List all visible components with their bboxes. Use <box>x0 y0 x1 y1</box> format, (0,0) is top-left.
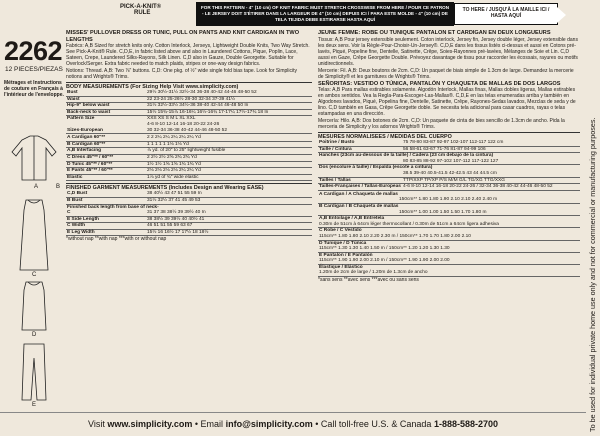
table-cell: Waist <box>66 96 146 103</box>
to-here-marker: TO HERE / JUSQU'À LA MAILLE ICI / HASTA AQUÍ <box>454 3 558 25</box>
website-link[interactable]: www.simplicity.com <box>107 419 193 429</box>
table-cell: 1 1 1 1 1 1⅛ 1⅛ Yd <box>146 141 312 148</box>
table-row <box>66 197 312 204</box>
table-cell: Pattern Size <box>67 116 95 122</box>
table-row <box>318 177 580 184</box>
pick-a-knit-rule-label: PICK-A-KNIT® RULE <box>120 4 162 16</box>
table-cell: 38 38½ 39 39½ 40 40½ 41 <box>146 216 312 223</box>
english-column <box>66 30 312 242</box>
table-cell: Tailles-Françaises / Tallas-Europeas <box>319 184 401 190</box>
table-cell: Bust <box>66 90 146 96</box>
pattern-number: 2262 <box>4 36 63 66</box>
french-spanish-column <box>318 30 580 283</box>
table-cell: ⅞ yd. of 20" to 25" lightweight fusible <box>146 148 312 155</box>
spanish-title: SEÑORITAS: VESTIDO O TÚNICA, PANTALÓN Y CHAQUETA DE MALLAS DE DOS LARGOS <box>318 80 561 87</box>
view-label-d: D <box>32 332 37 338</box>
stretch-gauge-banner: FOR THIS PATTERN - 4" (10 cm) OF KNIT FABRIC MUST STRETCH CROSSWISE FROM HERE / POUR CE PATRON - LE JERSEY DOIT S'ÉTIRER DANS LA LARGEUR DE 4" (10 cm) DEPUIS ICI / PARA ESTE MOLDE - 4" (10 cm) DE TELA TEJIDA DEBE ESTIRARSE HASTA AQUÍ <box>196 2 454 26</box>
table-cell: Dos (encolure à taille) / Espalda (escote a cintura) <box>319 165 433 171</box>
english-notions: Notions: Thread. A,B: Two ⅞" buttons. C,D: One pkg. of ½" wide single fold bias tape. Look for Simplicity notions and Wrights® Trims. <box>66 68 297 80</box>
contact-footer: Visit www.simplicity.com • Email info@simplicity.com • Call toll-free U.S. & Canada 1-888-588-2700 <box>0 412 586 436</box>
table-cell: 4-6 8-10 12-14 16-18 20-22 24-26 / 32-34 36-38 40-42 44-46 48-50 52 <box>402 184 580 191</box>
table-cell: 1.20m de 2cm de large / 1.20m de 1.3cm de ancho <box>318 270 580 276</box>
garment-line-art <box>4 130 64 410</box>
table-cell: Finished back length from base of neck- <box>67 204 159 210</box>
table-cell: 150cm** 1.00 1.00 1.50 1.50 1.70 1.80 m <box>398 210 580 216</box>
english-body-header: BODY MEASUREMENTS (For Sizing Help Visit www.simplicity.com) <box>66 82 312 90</box>
table-cell: 38.5 39-40 40.5-41.5 42-42.5 43 44 44.5 cm <box>402 171 580 177</box>
table-cell: 31 37 38 38½ 39 39½ 40 In <box>146 210 312 216</box>
french-body-table <box>318 140 580 191</box>
table-cell: 22 23-24 25-26½ 28-30 32-34 37-39 41½ <box>146 96 312 103</box>
table-cell: E Leg Width <box>66 229 146 236</box>
pants-sketch <box>22 344 46 400</box>
table-cell: 15½ 16 16½ 17 17½ 18 18½ <box>146 229 312 236</box>
english-body-table <box>66 90 312 134</box>
table-cell: A Cardigan 60"** <box>66 135 146 141</box>
table-cell: B Bust <box>66 197 146 204</box>
view-label-b: B <box>56 184 61 190</box>
cardigan-sketch <box>12 136 56 180</box>
french-tissus: Tissus: A,B Pour jersey extensible seulement. Coton interlock, Jersey fin, Jersey double léger, Jersey extensible dans les deux sens. Voir la Règle-Pour-Choisir-Un-Jersey®. C,D,E dans les tissus listés ci-dessus et aussi en Cotons pré-lavés, Piqué, Popeline fine, Dentelle, Satinette, Crêpe, Soies-Rayonnes pré-lavées, Mélanges de Soie et Lin. C,D aussi en Gaze, Crêpe Georgette Double. Prévoyez davantage de tissu pour raccorder les écossais, rayures ou motifs unidirectionnels. <box>318 36 578 67</box>
view-label-e: E <box>32 402 37 408</box>
table-cell: 4-6 8-10 12-14 16-18 20-22 24-26 <box>147 121 220 127</box>
table-row <box>318 270 580 276</box>
table-row <box>318 146 580 153</box>
table-cell: 30 32-34 36-38 40-42 44-46 48-50 52 <box>146 128 312 134</box>
table-cell: 2⅛ 2⅛ 2⅛ 2⅛ 2¼ 2¼ Yd <box>146 168 312 175</box>
tunic-sketch <box>22 282 46 330</box>
table-row <box>66 148 312 155</box>
table-cell: A,B Interfacing <box>66 148 146 155</box>
table-cell: 150cm** 1.80 1.80 1.90 2.10 2.10 2.40 2.40 m <box>398 197 580 203</box>
french-footnote: *sans sens **avec sens ***avec ou sans sens <box>318 277 419 284</box>
table-cell: E Pants 45"** / 60"** <box>66 168 146 175</box>
table-row <box>66 174 312 181</box>
table-cell: D Tunique / D Túnica <box>319 240 367 246</box>
table-cell: Élastique / Elástico <box>319 264 363 270</box>
table-row <box>66 229 312 236</box>
table-row <box>66 141 312 148</box>
table-cell: C Width <box>66 223 146 230</box>
view-label-c: C <box>32 272 37 278</box>
piece-count: 12 PIECES/PIEZAS <box>5 66 63 73</box>
table-cell: E Pantalon / E Pantalón <box>319 252 373 258</box>
table-cell: 0.30m de 51cm à 64cm léger thermocollant / 0.30m de 51cm a 64cm ligera adhesiva <box>318 222 580 228</box>
usage-notice-vertical: To be used for individual private home use only and not for commercial or manufacturing purposes. <box>586 0 600 436</box>
table-row <box>66 223 312 230</box>
table-cell: C,D Bust <box>66 191 146 197</box>
table-cell: Elastic <box>66 174 146 181</box>
view-label-a: A <box>34 184 39 190</box>
table-row <box>66 109 312 116</box>
table-cell: XXS XS S M L XL XXL <box>147 116 196 122</box>
table-cell: Taille / Cintura <box>318 146 402 153</box>
table-cell: Poitrine / Busto <box>318 140 402 146</box>
french-mercerie: Mercerie: Fil. A,B: Deux boutons de 2cm. C,D: Un paquet de biais simple de 1.3cm de large. Demandez la mercerie de Simplicity® et les garnitures de Wrights® Trims. <box>318 67 574 80</box>
english-finished-header: FINISHED GARMENT MEASUREMENTS (Includes Design and Wearing EASE) <box>66 183 312 191</box>
table-cell: 46 51 51 55 59 63 67 <box>146 223 312 230</box>
table-row <box>66 154 312 161</box>
email-link[interactable]: info@simplicity.com <box>225 419 313 429</box>
table-cell: C <box>66 210 146 216</box>
garment-sketches <box>4 130 64 410</box>
english-finished-table <box>66 191 312 236</box>
table-cell: Hip-9" below waist <box>66 103 146 110</box>
table-cell: 75 78-80 83-87 92-97 102-107 112-117 122 cm <box>402 140 580 146</box>
table-cell: A,B Entoilage / A,B Entretela <box>319 216 385 222</box>
table-cell: Hanches (23cm au-dessous de la taille) / Cadera (23 cm debajo de la cintura) <box>319 153 494 159</box>
table-cell: A Cardigan / A Chaqueta de mallas <box>319 191 398 197</box>
spanish-merceria: Mercería: Hilo. A,B: Dos botones de 2cm. C,D: Un paquete de cinta de bies sencillo de 1.3cm de ancho. Pida la merceria de Simplicity y los adornos Wrights® Trims. <box>318 118 565 130</box>
table-cell: C Dress 45"** / 60"** <box>66 154 146 161</box>
english-yardage-table <box>66 135 312 181</box>
table-row <box>66 96 312 103</box>
table-row <box>66 168 312 175</box>
french-title: JEUNE FEMME: ROBE OU TUNIQUE PANTALON ET CARDIGAN EN DEUX LONGUEURS <box>318 30 551 36</box>
table-row <box>66 216 312 223</box>
table-cell: 2 2½ 2½ 2⅝ 2¾ 2¾ Yd <box>146 154 312 161</box>
table-cell: 29½ 30½-31½ 32½-34 36-38 40-42 44-46 48-50 52 <box>146 90 312 96</box>
table-cell: D Tunic 45"** / 60"** <box>66 161 146 168</box>
table-cell: 115cm** 1.90 1.90 2.00 2.10 m / 150cm** 1.90 1.90 2.00 2.00 <box>318 258 580 264</box>
table-cell: 31½ 32½ 37 41 45 49 53 <box>146 197 312 204</box>
table-cell: TTP/XXP TP/XP P/S M/M G/L TG/XG TTG/XXG <box>402 177 580 184</box>
table-row <box>66 161 312 168</box>
spanish-telas: Telas: A,B Para mallas estirables solamente. Algodón Interlock, Mallas finas, Mallas dobles ligeras, Mallas estirables en ambos sentidos. Vea la Regla-Para-Escoger-Las-Mallas®. C,D,E en las telas enumeradas arriba y también en Algodones lavados, Piqué, Popelina fine, Dentelle, Satinette, Crêpe, Rayones-Sedas lavados, Mezclas de seda y de lino. C,D también en Gasa, Crêpe Georgette doble. Se necesita tela adicional para casar cuadros, rayas o telas estampadas en una dirección. <box>318 87 576 117</box>
dress-sketch <box>20 200 48 270</box>
english-fabrics: Fabrics: A,B Sized for stretch knits only. Cotton Interlock, Jerseys, Lightweight Double Knits, Two Way Stretch. See Pick-A-Knit® Rule. C,D,E, in fabric listed above and also in Laundered Cottons, Pique, Poplin, Lace, Sateen, Crepe, Laundered Silks-Rayons, Silk Linen. C,D also in Gauze, Double Georgette. Suitable for Overlock/Serger. Extra fabric needed to match plaids, stripes or one-way design fabrics. <box>66 43 310 67</box>
table-cell: 15½ 15¾-15⅞ 16-16¼ 16½-16¾ 17-17¼ 17½-17¾ 18 In <box>146 109 312 116</box>
table-cell: C Robe / C Vestido <box>319 228 362 234</box>
table-cell: 80 83-85 88-92 97-102 107-112 117-122 127 <box>402 159 580 165</box>
table-cell: 115cm** 1.80 1.80 2.10 2.20 2.30 m / 150cm** 1.70 1.70 1.80 2.00 2.10 <box>318 234 580 240</box>
table-row <box>318 184 580 191</box>
table-row <box>66 103 312 110</box>
table-cell: 56 58-61 63-67 71-76 81-87 94-99 106 <box>402 146 580 153</box>
table-cell: Back-neck to waist <box>66 109 146 116</box>
english-title: MISSES' PULLOVER DRESS OR TUNIC, PULL ON PANTS AND KNIT CARDIGAN IN TWO LENGTHS <box>66 30 300 43</box>
table-cell: B Cardigan 60"** <box>66 141 146 148</box>
table-cell: 2 2 2¼ 2¼ 2¼ 2¼ 2¼ Yd <box>146 135 312 141</box>
table-cell: 31½ 32½-33½ 34½-36 38-40 42-44 46-48 50 In <box>146 103 312 110</box>
table-cell: 115cm** 1.30 1.30 1.40 1.50 m / 150cm** 1.20 1.20 1.30 1.30 <box>318 246 580 252</box>
table-cell: Sizes-European <box>66 128 146 134</box>
table-cell: B Cardigan / B Chaqueta de mallas <box>319 203 399 209</box>
phone-number[interactable]: 1-888-588-2700 <box>433 419 498 429</box>
table-cell: 1½ 1½ 1⅝ 1⅝ 1¾ 1¾ Yd <box>146 161 312 168</box>
french-body-header: MESURES NORMALISEES / MEDIDAS DEL CUERPO <box>318 132 580 140</box>
table-cell: E Side Length <box>66 216 146 223</box>
english-footnote: *without nap **with nap ***with or without nap <box>66 236 167 243</box>
table-cell: Tailles / Tallas <box>318 177 402 184</box>
table-row <box>66 128 312 134</box>
table-cell: 38 40½ 43 47 51 55 59 In <box>146 191 312 197</box>
french-yardage-table <box>318 192 580 277</box>
table-cell: 1⅞ yd of ¾" wide elastic <box>146 174 312 181</box>
french-instructions-note: Métrages et Instructions de couture en Français à l'intérieur de l'enveloppe. <box>4 80 64 98</box>
